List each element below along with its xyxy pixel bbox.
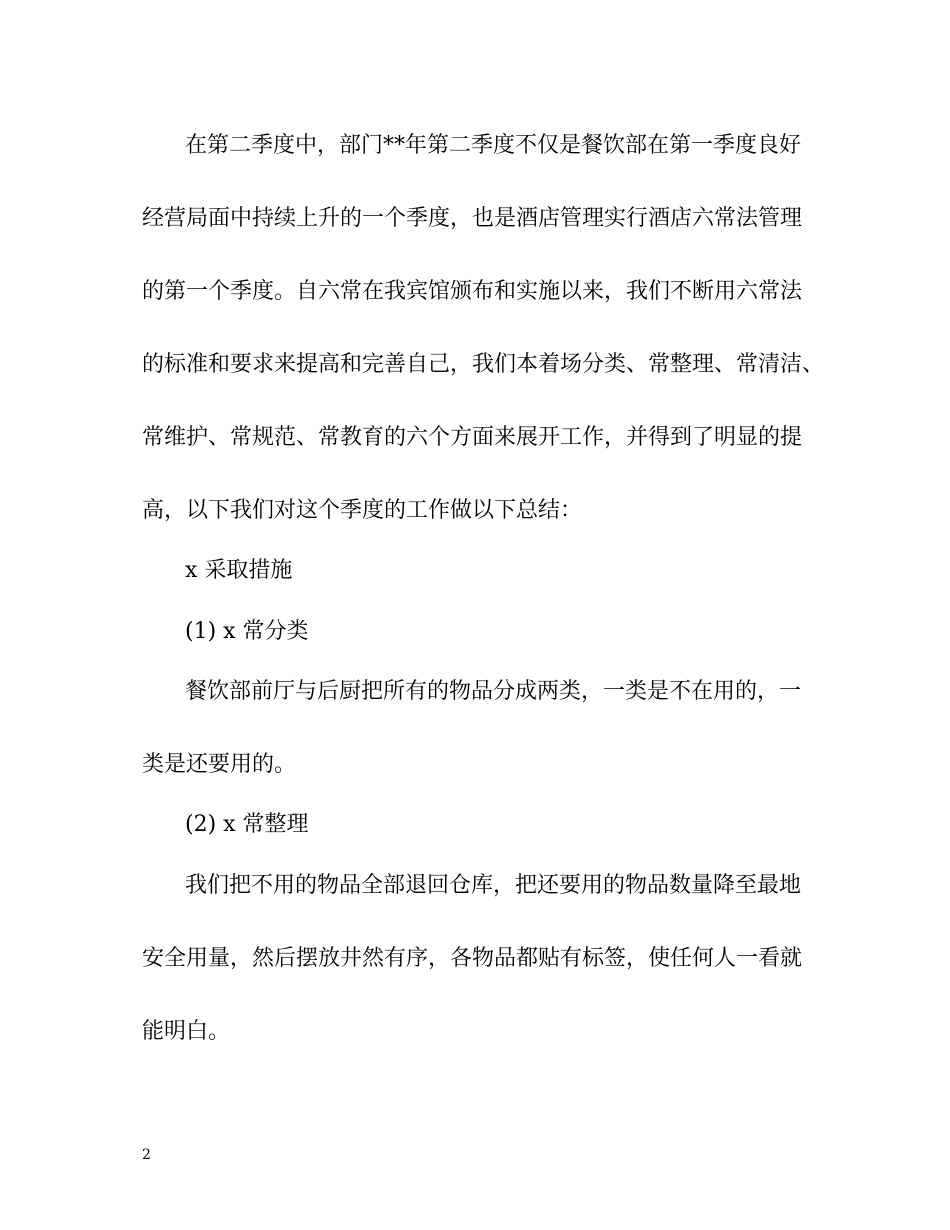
paragraph-3-line-1: 我们把不用的物品全部退回仓库，把还要用的物品数量降至最地: [185, 873, 802, 898]
paragraph-3-line-3: 能明白。: [142, 1019, 231, 1044]
paragraph-1-line-4: 的标准和要求来提高和完善自己，我们本着场分类、常整理、常清洁、: [142, 352, 825, 377]
page-number: 2: [142, 1147, 151, 1163]
paragraph-1-line-2: 经营局面中持续上升的一个季度，也是酒店管理实行酒店六常法管理: [142, 206, 803, 231]
paragraph-1-line-1: 在第二季度中，部门**年第二季度不仅是餐饮部在第一季度良好: [185, 133, 802, 158]
section-heading-measures: x 采取措施: [185, 558, 293, 583]
paragraph-1-line-6: 高，以下我们对这个季度的工作做以下总结：: [142, 498, 583, 523]
subheading-organize: (2) x 常整理: [185, 812, 309, 837]
subheading-classify: (1) x 常分类: [185, 619, 309, 644]
paragraph-1-line-5: 常维护、常规范、常教育的六个方面来展开工作，并得到了明显的提: [142, 425, 803, 450]
paragraph-2-line-1: 餐饮部前厅与后厨把所有的物品分成两类，一类是不在用的，一: [185, 679, 802, 704]
paragraph-2-line-2: 类是还要用的。: [142, 752, 297, 777]
paragraph-1-line-3: 的第一个季度。自六常在我宾馆颁布和实施以来，我们不断用六常法: [142, 279, 803, 304]
paragraph-3-line-2: 安全用量，然后摆放井然有序，各物品都贴有标签，使任何人一看就: [142, 946, 803, 971]
